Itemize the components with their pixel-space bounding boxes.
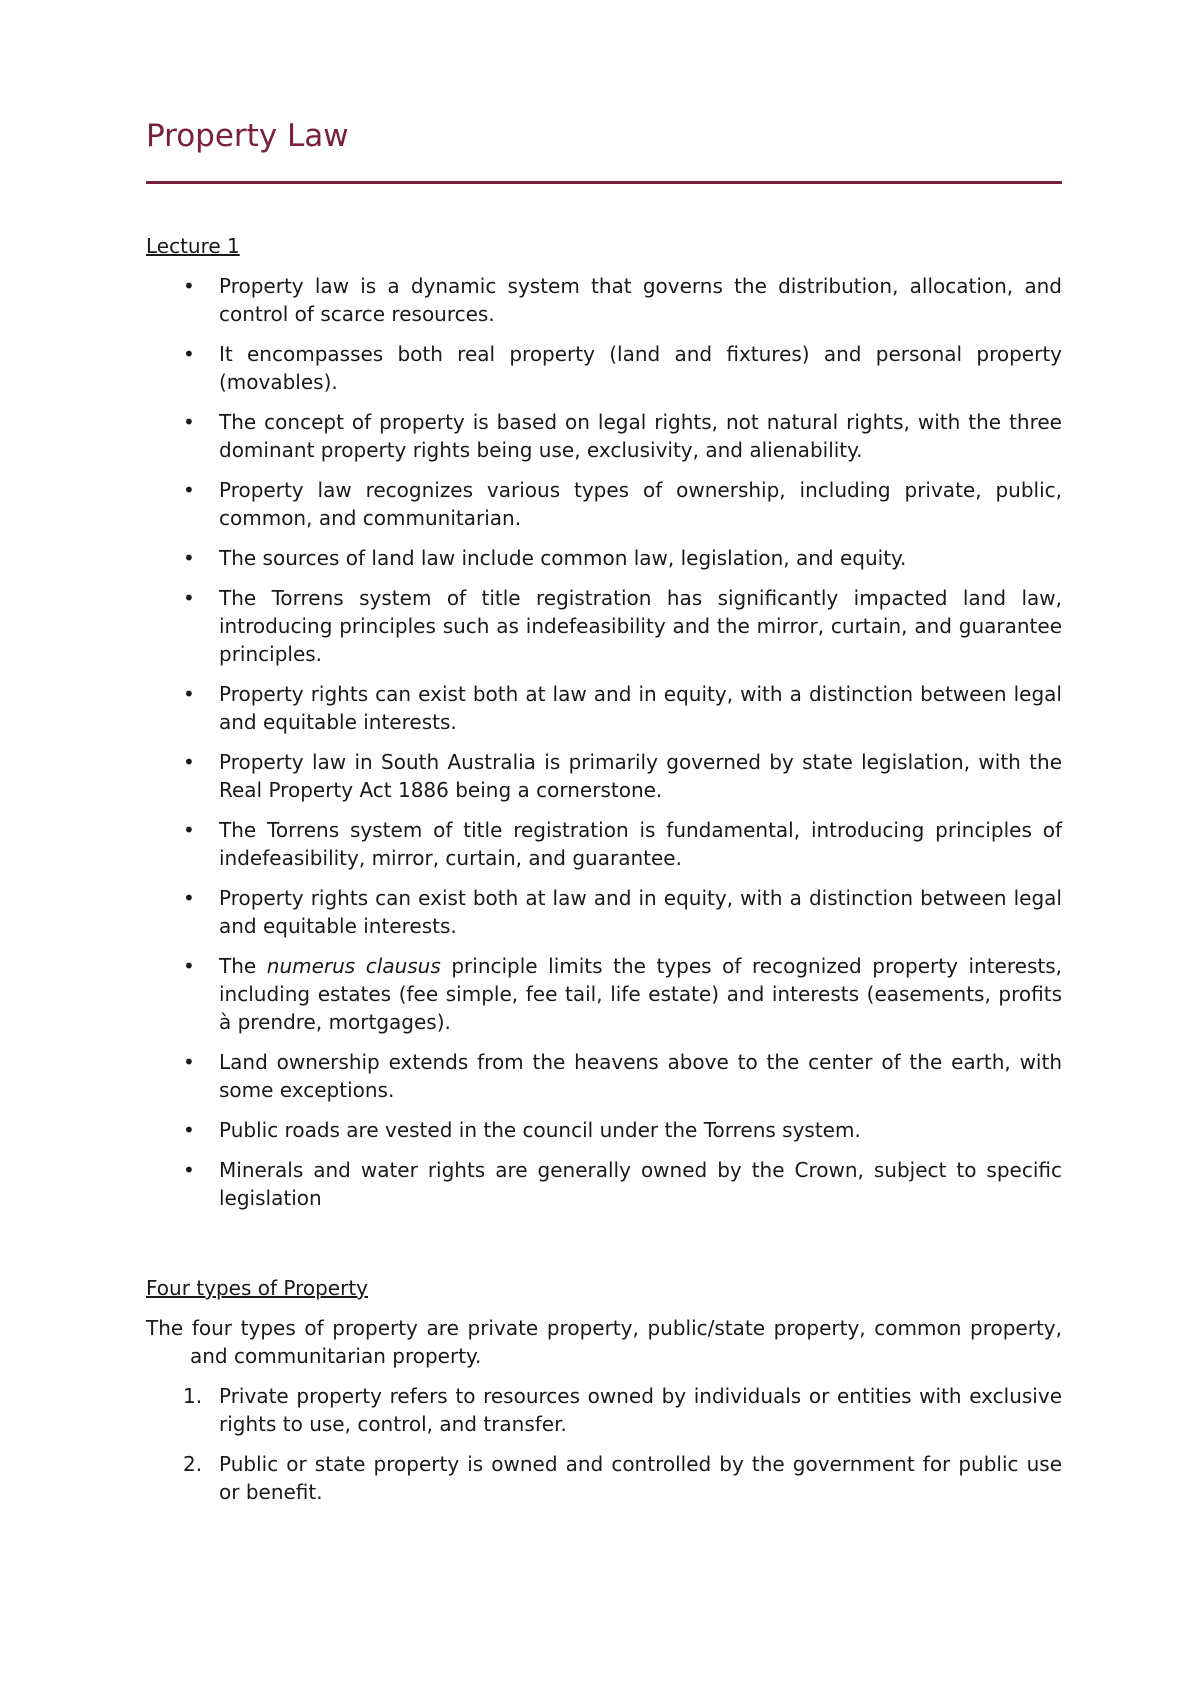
list-item-text: The concept of property is based on legal rights, not natural rights, with the three dominant property rights being use, exclusivity, and alienability.: [219, 410, 1062, 462]
list-item-text: Public or state property is owned and controlled by the government for public use or benefit.: [219, 1452, 1062, 1504]
bullet-icon: •: [183, 818, 195, 842]
title-divider: [146, 181, 1062, 184]
section-heading-four-types: Four types of Property: [146, 1276, 369, 1300]
bullet-icon: •: [183, 586, 195, 610]
bullet-icon: •: [183, 478, 195, 502]
list-item: [146, 1156, 1062, 1212]
bullet-icon: •: [183, 342, 195, 366]
bullet-icon: •: [183, 1118, 195, 1142]
list-item: [146, 408, 1062, 464]
list-item: [146, 272, 1062, 328]
four-types-intro: The four types of property are private property, public/state property, common property, and communitarian property.: [146, 1316, 1062, 1368]
list-item: [146, 584, 1062, 668]
list-item-text: Property law in South Australia is primarily governed by state legislation, with the Real Property Act 1886 being a cornerstone.: [219, 750, 1062, 802]
list-item-text-suffix: principle limits the types of recognized property interests, including estates (fee simple, fee tail, life estate) and interests (easements, profits à prendre, mortgages).: [219, 954, 1062, 1034]
list-number: 1.: [183, 1384, 203, 1408]
four-types-numbered-list: [146, 1382, 1062, 1506]
section-spacer: [146, 1224, 1062, 1274]
bullet-icon: •: [183, 410, 195, 434]
list-item: [146, 476, 1062, 532]
list-item: [146, 1048, 1062, 1104]
bullet-icon: •: [183, 954, 195, 978]
bullet-icon: •: [183, 682, 195, 706]
list-item-text: Land ownership extends from the heavens above to the center of the earth, with some exceptions.: [219, 1050, 1062, 1102]
list-item-text: Minerals and water rights are generally owned by the Crown, subject to specific legislation: [219, 1158, 1062, 1210]
list-item-text: The Torrens system of title registration is fundamental, introducing principles of indefeasibility, mirror, curtain, and guarantee.: [219, 818, 1062, 870]
list-item: [146, 816, 1062, 872]
list-item-text: The Torrens system of title registration has significantly impacted land law, introducing principles such as indefeasibility and the mirror, curtain, and guarantee principles.: [219, 586, 1062, 666]
list-item-text: Property rights can exist both at law and in equity, with a distinction between legal and equitable interests.: [219, 682, 1062, 734]
lecture-1-bullet-list: [146, 272, 1062, 1212]
list-number: 2.: [183, 1452, 203, 1476]
list-item-text: The sources of land law include common law, legislation, and equity.: [219, 546, 907, 570]
list-item-text: It encompasses both real property (land and fixtures) and personal property (movables).: [219, 342, 1062, 394]
bullet-icon: •: [183, 750, 195, 774]
document-body: [146, 232, 1062, 1518]
list-item-text: Public roads are vested in the council under the Torrens system.: [219, 1118, 861, 1142]
section-heading-lecture-1: Lecture 1: [146, 234, 240, 258]
bullet-icon: •: [183, 1050, 195, 1074]
list-item: [146, 1116, 1062, 1144]
list-item-text-prefix: The: [219, 954, 267, 978]
bullet-icon: •: [183, 274, 195, 298]
list-item: [146, 544, 1062, 572]
italic-term-numerus-clausus: numerus clausus: [266, 954, 441, 978]
list-item: [146, 1382, 1062, 1438]
list-item: [146, 884, 1062, 940]
list-item-text: Property law is a dynamic system that governs the distribution, allocation, and control of scarce resources.: [219, 274, 1062, 326]
list-item-text: Private property refers to resources owned by individuals or entities with exclusive rights to use, control, and transfer.: [219, 1384, 1062, 1436]
bullet-icon: •: [183, 886, 195, 910]
list-item: [146, 680, 1062, 736]
list-item: [146, 340, 1062, 396]
bullet-icon: •: [183, 546, 195, 570]
list-item-text: Property rights can exist both at law and in equity, with a distinction between legal and equitable interests.: [219, 886, 1062, 938]
list-item: [146, 1450, 1062, 1506]
list-item-text: Property law recognizes various types of ownership, including private, public, common, and communitarian.: [219, 478, 1062, 530]
page-title: Property Law: [146, 118, 349, 154]
list-item: [146, 748, 1062, 804]
list-item: [146, 952, 1062, 1036]
bullet-icon: •: [183, 1158, 195, 1182]
